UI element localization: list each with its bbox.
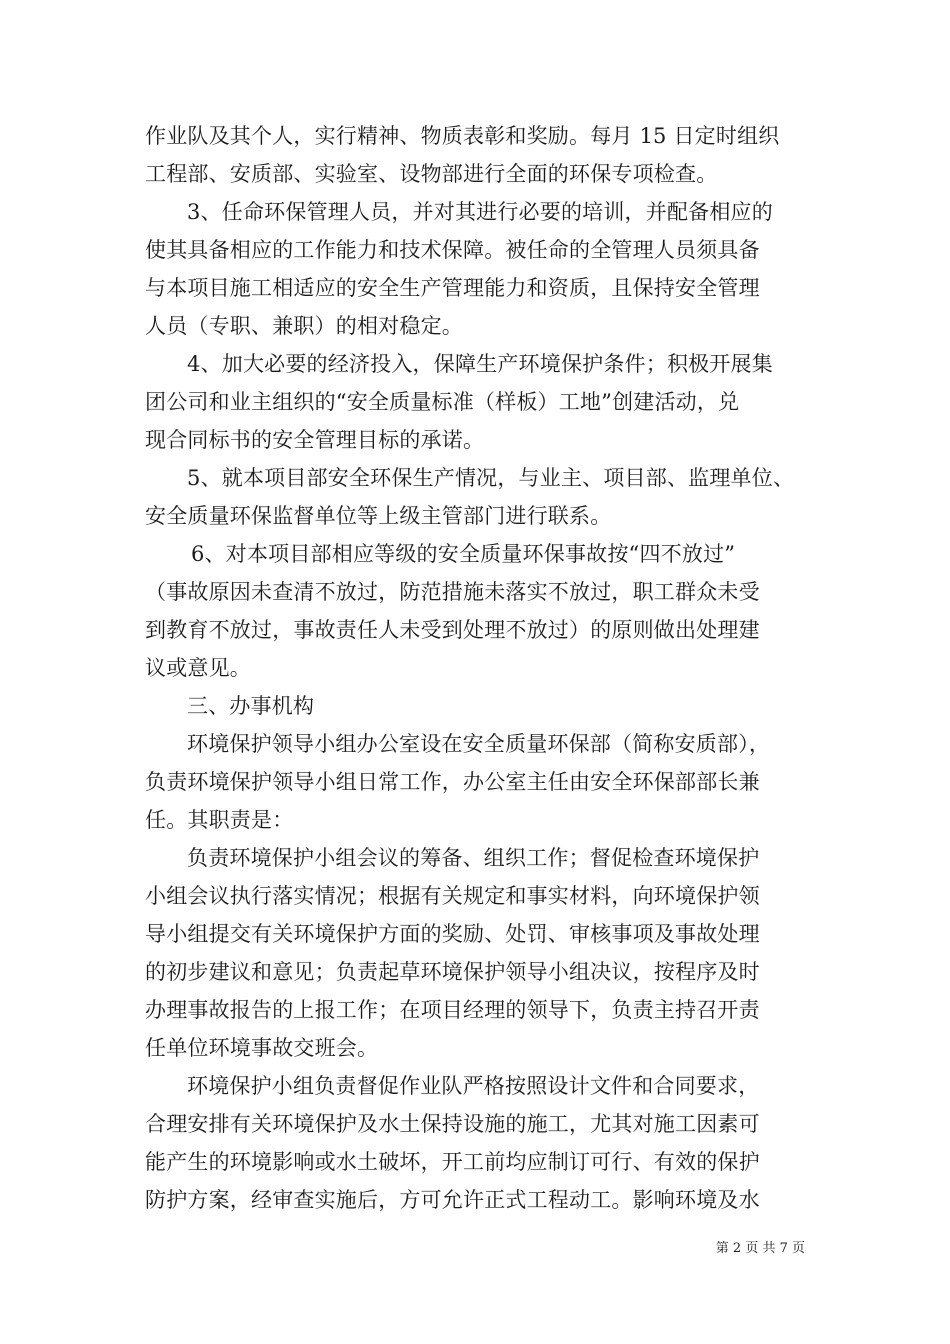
text-line: 防护方案，经审查实施后，方可允许正式工程动工。影响环境及水 [145,1188,760,1212]
page-number-footer: 第 2 页 共 7 页 [715,1241,805,1256]
paragraph-duties: 负责环境保护小组会议的筹备、组织工作；督促检查环境保护 [187,846,760,870]
paragraph-item-3: 3、任命环保管理人员，并对其进行必要的培训，并配备相应的 [187,200,773,224]
paragraph-item-4: 4、加大必要的经济投入，保障生产环境保护条件；积极开展集 [187,352,773,376]
text-line: （事故原因未查清不放过，防范措施未落实不放过，职工群众未受 [145,580,760,604]
paragraph-office: 环境保护领导小组办公室设在安全质量环保部（简称安质部）， [187,732,771,756]
text-line: 人员（专职、兼职）的相对稳定。 [145,314,463,338]
text-line: 能产生的环境影响或水土破坏，开工前均应制订可行、有效的保护 [145,1150,760,1174]
text-line: 到教育不放过，事故责任人未受到处理不放过）的原则做出处理建 [145,618,760,642]
text-line: 现合同标书的安全管理目标的承诺。 [145,428,485,452]
text-line: 任。其职责是： [145,808,294,832]
text-line: 小组会议执行落实情况；根据有关规定和事实材料，向环境保护领 [145,884,760,908]
text-line: 工程部、安质部、实验室、设物部进行全面的环保专项检查。 [145,162,718,186]
text-line: 团公司和业主组织的“安全质量标准（样板）工地”创建活动，兑 [145,390,740,414]
text-line: 使其具备相应的工作能力和技术保障。被任命的全管理人员须具备 [145,238,760,262]
section-heading: 三、办事机构 [187,694,315,718]
text-line: 的初步建议和意见；负责起草环境保护领导小组决议，按程序及时 [145,960,760,984]
text-line: 任单位环境事故交班会。 [145,1036,379,1060]
text-line: 安全质量环保监督单位等上级主管部门进行联系。 [145,504,612,528]
paragraph-supervision: 环境保护小组负责督促作业队严格按照设计文件和合同要求， [187,1074,760,1098]
text-line: 合理安排有关环境保护及水土保持设施的施工，尤其对施工因素可 [145,1112,760,1136]
text-line: 导小组提交有关环境保护方面的奖励、处罚、审核事项及事故处理 [145,922,760,946]
paragraph-item-5: 5、就本项目部安全环保生产情况，与业主、项目部、监理单位、 [187,466,795,490]
text-line: 议或意见。 [145,656,251,680]
text-line: 与本项目施工相适应的安全生产管理能力和资质，且保持安全管理 [145,276,760,300]
text-line: 作业队及其个人，实行精神、物质表彰和奖励。每月 15 日定时组织 [145,124,780,148]
paragraph-item-6: 6、对本项目部相应等级的安全质量环保事故按“四不放过” [191,542,736,566]
text-line: 办理事故报告的上报工作；在项目经理的领导下，负责主持召开责 [145,998,760,1022]
text-line: 负责环境保护领导小组日常工作，办公室主任由安全环保部部长兼 [145,770,760,794]
body-text [145,117,815,1219]
